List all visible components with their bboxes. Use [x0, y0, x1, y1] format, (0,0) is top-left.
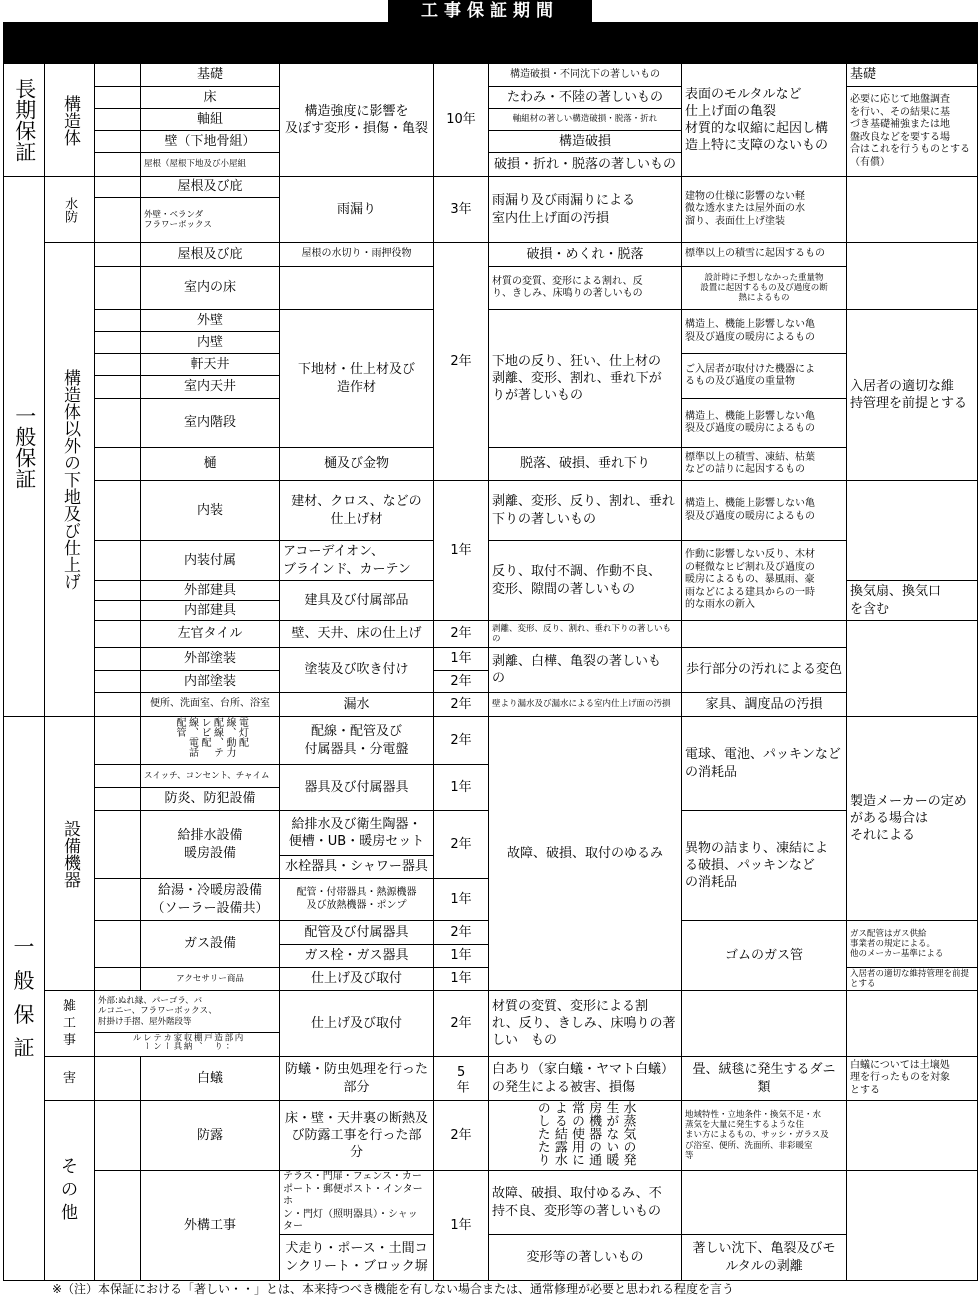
- blank-cell: [681, 990, 847, 1057]
- table-cell: 床・壁・天井裏の断熱及 び防露工事を行った部 分: [279, 1100, 434, 1171]
- table-cell: 外壁・ベランダ フラワーボックス: [140, 197, 280, 243]
- table-cell: そ の 他: [44, 1100, 95, 1281]
- table-cell: 軸組材の著しい構造破損・脱落・折れ: [488, 108, 682, 131]
- table-cell: 材質の変質、変形による割れ、反 り、きしみ、床鳴りの著しいもの: [488, 266, 682, 310]
- table-cell: 標準以上の積雪、凍結、枯葉 などの詰りに起因するもの: [681, 447, 847, 481]
- blank-cell: [681, 1170, 847, 1235]
- table-cell: 設備機器: [44, 716, 95, 991]
- table-cell: 1年: [433, 647, 489, 671]
- table-cell: 漏水: [279, 692, 434, 717]
- table-cell: 2年: [433, 242, 489, 481]
- check-cell: [94, 309, 141, 332]
- table-cell: 歩行部分の汚れによる変色: [681, 647, 847, 693]
- table-cell: 2年: [433, 716, 489, 765]
- table-cell: 基礎: [140, 63, 280, 87]
- table-cell: 製造メーカーの定め がある場合は それによる: [846, 716, 978, 921]
- table-cell: アクセサリー商品: [140, 967, 280, 991]
- table-cell: 白蟻: [140, 1056, 280, 1101]
- column-header-category: [3, 22, 95, 64]
- table-cell: 防蟻・防虫処理を行った 部分: [279, 1056, 434, 1101]
- column-header-biko: [846, 22, 978, 64]
- check-cell: [94, 580, 141, 601]
- table-cell: 入居者の適切な維持管理を前提 とする: [846, 967, 978, 991]
- table-cell: 建物の仕様に影響のない軽 微な透水または屋外面の水 溜り、表面仕上げ塗装: [681, 176, 847, 243]
- table-cell: 樋: [140, 447, 280, 481]
- table-cell: 電球、電池、パッキンなど の消耗品: [681, 716, 847, 811]
- blank-cell: [846, 176, 978, 243]
- table-cell: 2年: [433, 692, 489, 717]
- table-cell: 壁（下地骨組）: [140, 130, 280, 153]
- table-cell: 壁、天井、床の仕上げ: [279, 620, 434, 648]
- table-cell: 室内の床: [140, 266, 280, 310]
- table-cell: 1年: [433, 944, 489, 968]
- table-cell: 雨漏り: [279, 176, 434, 243]
- check-cell: [94, 480, 141, 541]
- table-cell: 仕上げ及び取付: [279, 967, 434, 991]
- table-cell: 基礎: [846, 63, 978, 87]
- table-cell: 表面のモルタルなど 仕上げ面の亀裂 材質的な収縮に起因し構 造上特に支障のないもの: [681, 63, 847, 177]
- check-cell: [94, 647, 141, 671]
- table-cell: 2年: [433, 810, 489, 879]
- table-cell: 著しい沈下、亀裂及びモ ルタルの剥離: [681, 1234, 847, 1281]
- table-cell: 壁より漏水及び漏水による室内仕上げ面の汚損: [488, 692, 682, 717]
- table-cell: 塗装及び吹き付け: [279, 647, 434, 693]
- check-cell: [94, 398, 141, 448]
- table-cell: 犬走り・ポース・土間コ ンクリート・ブロック塀: [279, 1234, 434, 1281]
- table-cell: 必要に応じて地盤調査 を行い、その結果に基 づき基礎補強または地 盤改良などを要する場 合はこれを行うものとする （有償）: [846, 86, 978, 177]
- table-cell: 換気扇、換気口 を含む: [846, 580, 978, 621]
- check-cell: [94, 920, 141, 968]
- table-cell: 室内階段: [140, 398, 280, 448]
- table-cell: 故障、破損、取付ゆるみ、不 持不良、変形等の著しいもの: [488, 1170, 682, 1235]
- table-cell: ガス栓・ガス器具: [279, 944, 434, 968]
- blank-cell: [846, 1100, 978, 1171]
- table-cell: 軸組: [140, 108, 280, 131]
- table-cell: 構造体以外の下地及び仕上げ: [44, 242, 95, 717]
- blank-cell: [846, 990, 978, 1057]
- table-cell: 標準以上の積雪に起因するもの: [681, 242, 847, 267]
- table-cell: 5年: [433, 1056, 489, 1101]
- table-cell: 脱落、破損、垂れ下り: [488, 447, 682, 481]
- check-cell: [94, 130, 141, 153]
- check-cell: [94, 331, 141, 354]
- table-cell: 屋根（屋根下地及び小屋組: [140, 152, 280, 177]
- table-cell: 2年: [433, 1100, 489, 1171]
- table-cell: 建材、クロス、などの 仕上げ材: [279, 480, 434, 541]
- table-cell: 構造上、機能上影響しない亀 裂及び過度の暖房によるもの: [681, 398, 847, 448]
- column-header-hosho-taisho: [279, 22, 434, 64]
- table-cell: ゴムのガス管: [681, 920, 847, 991]
- blank-cell: [846, 242, 978, 310]
- table-cell: 2年: [433, 990, 489, 1057]
- table-cell: 配管・付帯器具・熱源機器 及び放熱機器・ポンプ: [279, 878, 434, 921]
- blank-cell: [846, 620, 978, 717]
- table-cell: 異物の詰まり、凍結によ る破損、パッキンなど の消耗品: [681, 810, 847, 921]
- check-cell: [94, 375, 141, 399]
- table-cell: 電灯配線、動力配線、テレビ配線、電話配管: [140, 716, 280, 765]
- table-cell: 地域特性・立地条件・換気不足・水 蒸気を大量に発生するような住 まい方によるもの、サッシ・ガラス及 び浴室、便所、洗面所、非彩暖室 等: [681, 1100, 847, 1171]
- table-cell: 1年: [433, 878, 489, 921]
- check-cell: [94, 1056, 141, 1101]
- check-cell: [94, 63, 141, 87]
- column-header-taisho: [94, 22, 141, 64]
- table-cell: 破損・折れ・脱落の著しいもの: [488, 152, 682, 177]
- table-cell: 構造破損・不同沈下の著しいもの: [488, 63, 682, 87]
- table-cell: 内部建具: [140, 600, 280, 621]
- table-cell: スイッチ、コンセント、チャイム: [140, 764, 280, 788]
- table-cell: 一般保証: [3, 176, 45, 717]
- check-cell: [94, 600, 141, 621]
- table-cell: 2年: [433, 670, 489, 693]
- table-cell: 1年: [433, 764, 489, 811]
- table-cell: ガス配管はガス供給 事業者の規定による。 他のメーカー基準による: [846, 920, 978, 968]
- check-cell: [94, 1100, 141, 1171]
- page-title: 工事保証期間: [388, 0, 592, 22]
- table-cell: 内装付属: [140, 540, 280, 581]
- table-cell: 軒天井: [140, 353, 280, 376]
- table-cell: 便所、洗面室、台所、浴室: [140, 692, 280, 717]
- check-cell: [94, 152, 141, 177]
- table-cell: 畳、絨毯に発生するダニ 類: [681, 1056, 847, 1101]
- table-cell: 室内天井: [140, 375, 280, 399]
- table-cell: 故障、破損、取付のゆるみ: [488, 716, 682, 991]
- check-cell: [94, 176, 141, 198]
- table-cell: 構造体: [44, 63, 95, 177]
- check-cell: [94, 878, 141, 921]
- table-cell: 外部建具: [140, 580, 280, 601]
- check-cell: [94, 810, 141, 879]
- table-cell: 器具及び付属器具: [279, 764, 434, 811]
- table-cell: ガス設備: [140, 920, 280, 968]
- table-cell: 外部塗装: [140, 647, 280, 671]
- table-cell: 剥離、変形、反り、割れ、垂れ下りの著しいもの: [488, 620, 682, 648]
- table-cell: 剥離、白樺、亀裂の著しいも の: [488, 647, 682, 693]
- table-cell: 左官タイル: [140, 620, 280, 648]
- check-cell: [94, 108, 141, 131]
- table-cell: 害: [44, 1056, 95, 1101]
- table-cell: 作動に影響しない反り、木材 の軽微なヒビ割れ及び過度の 暖房によるもの、暴風雨、豪 雨などによる建具からの一時 的な雨水の新入: [681, 540, 847, 621]
- table-cell: 1年: [433, 480, 489, 621]
- table-cell: 反り、取付不調、作動不良、 変形、隙間の著しいもの: [488, 540, 682, 621]
- table-cell: 屋根の水切り・雨押役物: [279, 242, 434, 267]
- table-cell: 防露: [140, 1100, 280, 1171]
- column-header-jogai: [681, 22, 847, 64]
- table-cell: 樋及び金物: [279, 447, 434, 481]
- table-cell: 下地材・仕上材及び 造作材: [279, 309, 434, 448]
- column-header-koji-kubun: [140, 22, 280, 64]
- table-cell: 配線・配管及び 付属器具・分電盤: [279, 716, 434, 765]
- table-cell: 内部塗装: [140, 670, 280, 693]
- table-cell: 外壁: [140, 309, 280, 332]
- table-cell: 屋根及び庇: [140, 176, 280, 198]
- table-cell: 防炎、防犯設備: [140, 787, 280, 811]
- table-cell: 白蟻については土壌処 理を行ったものを対象 とする: [846, 1056, 978, 1101]
- table-cell: 入居者の適切な維 持管理を前提とする: [846, 309, 978, 481]
- table-cell: 剥離、変形、反り、割れ、垂れ 下りの著しいもの: [488, 480, 682, 541]
- table-cell: 白あり（家白蟻・ヤマト白蟻） の発生による被害、損傷: [488, 1056, 682, 1101]
- table-cell: 外部:ぬれ縁、パーゴラ、バ ルコニー、フラワーボックス、 肘掛け手摺、屋外階段等: [94, 990, 280, 1033]
- table-cell: 床: [140, 86, 280, 109]
- table-cell: たわみ・不陸の著しいもの: [488, 86, 682, 109]
- check-cell: [94, 764, 141, 788]
- table-cell: アコーデイオン、 ブラインド、カーテン: [279, 540, 434, 581]
- table-cell: 下地の反り、狂い、仕上材の 剥離、変形、割れ、垂れ下が りが著しいもの: [488, 309, 682, 448]
- table-cell: 仕上げ及び取付: [279, 990, 434, 1057]
- check-cell: [94, 353, 141, 376]
- table-cell: 給排水設備 暖房設備: [140, 810, 280, 879]
- check-cell: [94, 266, 141, 310]
- table-cell: 内部:造り戸棚、収納家具カーテンレール: [94, 1032, 280, 1057]
- check-cell: [94, 620, 141, 648]
- check-cell: [94, 692, 141, 717]
- table-cell: 構造破損: [488, 130, 682, 153]
- table-cell: 構造強度に影響を 及ぼす変形・損傷・亀裂: [279, 63, 434, 177]
- footnote: ※（注）本保証における「著しい・・」とは、本来持つべき機能を有しない場合または、通常修理が必要と思われる程度を言う: [52, 1282, 735, 1296]
- table-cell: 水栓器具・シャワー器具: [279, 855, 434, 879]
- check-cell: [94, 967, 141, 991]
- table-cell: 給排水及び衛生陶器・ 便槽・UB・暖房セット: [279, 810, 434, 856]
- table-cell: 建具及び付属部品: [279, 580, 434, 621]
- table-cell: 雨漏り及び雨漏りによる 室内仕上げ面の汚損: [488, 176, 682, 243]
- check-cell: [94, 242, 141, 267]
- table-cell: 水蒸気の発生がない暖房機器の通常の使用による結露水のしたたり: [488, 1100, 682, 1171]
- table-cell: 内壁: [140, 331, 280, 354]
- table-cell: 外構工事: [140, 1170, 280, 1281]
- table-cell: 家具、調度品の汚損: [681, 692, 847, 717]
- table-cell: ご入居者が取付けた機器によ るもの及び過度の重量物: [681, 353, 847, 399]
- table-cell: 給湯・冷暖房設備 （ソーラー設備共）: [140, 878, 280, 921]
- table-cell: 2年: [433, 920, 489, 945]
- check-cell: [94, 86, 141, 109]
- table-cell: 変形等の著しいもの: [488, 1234, 682, 1281]
- table-cell: 配管及び付属器具: [279, 920, 434, 945]
- table-cell: 3年: [433, 176, 489, 243]
- table-cell: 構造上、機能上影響しない亀 裂及び過度の暖房によるもの: [681, 480, 847, 541]
- table-cell: 材質の変質、変形による割 れ、反り、きしみ、床鳴りの著 しい もの: [488, 990, 682, 1057]
- check-cell: [94, 670, 141, 693]
- table-cell: 設計時に予想しなかった重量物 設置に起因するもの及び過度の断 熱によるもの: [681, 266, 847, 310]
- table-cell: テラス・門扉・フェンス・カー ポート・郵便ポスト・インターホ ン・門灯（照明器具）・シャッ ター: [279, 1170, 434, 1235]
- table-cell: 長期保証: [3, 63, 45, 177]
- check-cell: [94, 540, 141, 581]
- table-cell: 雑 工 事: [44, 990, 95, 1057]
- table-cell: 一 般 保 証: [3, 716, 45, 1281]
- blank-cell: [846, 1170, 978, 1281]
- check-cell: [94, 447, 141, 481]
- table-cell: 破損・めくれ・脱落: [488, 242, 682, 267]
- check-cell: [94, 787, 141, 811]
- table-cell: 10年: [433, 63, 489, 177]
- check-cell: [94, 716, 141, 765]
- check-cell: [94, 1170, 141, 1281]
- column-header-gensho: [488, 22, 682, 64]
- table-cell: 1年: [433, 1170, 489, 1281]
- column-header-hosho-kikan: [433, 22, 489, 64]
- table-cell: 内装: [140, 480, 280, 541]
- check-cell: [94, 197, 141, 243]
- table-cell: 構造上、機能上影響しない亀 裂及び過度の暖房によるもの: [681, 309, 847, 354]
- table-cell: 水防: [44, 176, 95, 243]
- table-cell: 屋根及び庇: [140, 242, 280, 267]
- table-cell: 1年: [433, 967, 489, 991]
- blank-cell: [846, 480, 978, 581]
- table-cell: 2年: [433, 620, 489, 648]
